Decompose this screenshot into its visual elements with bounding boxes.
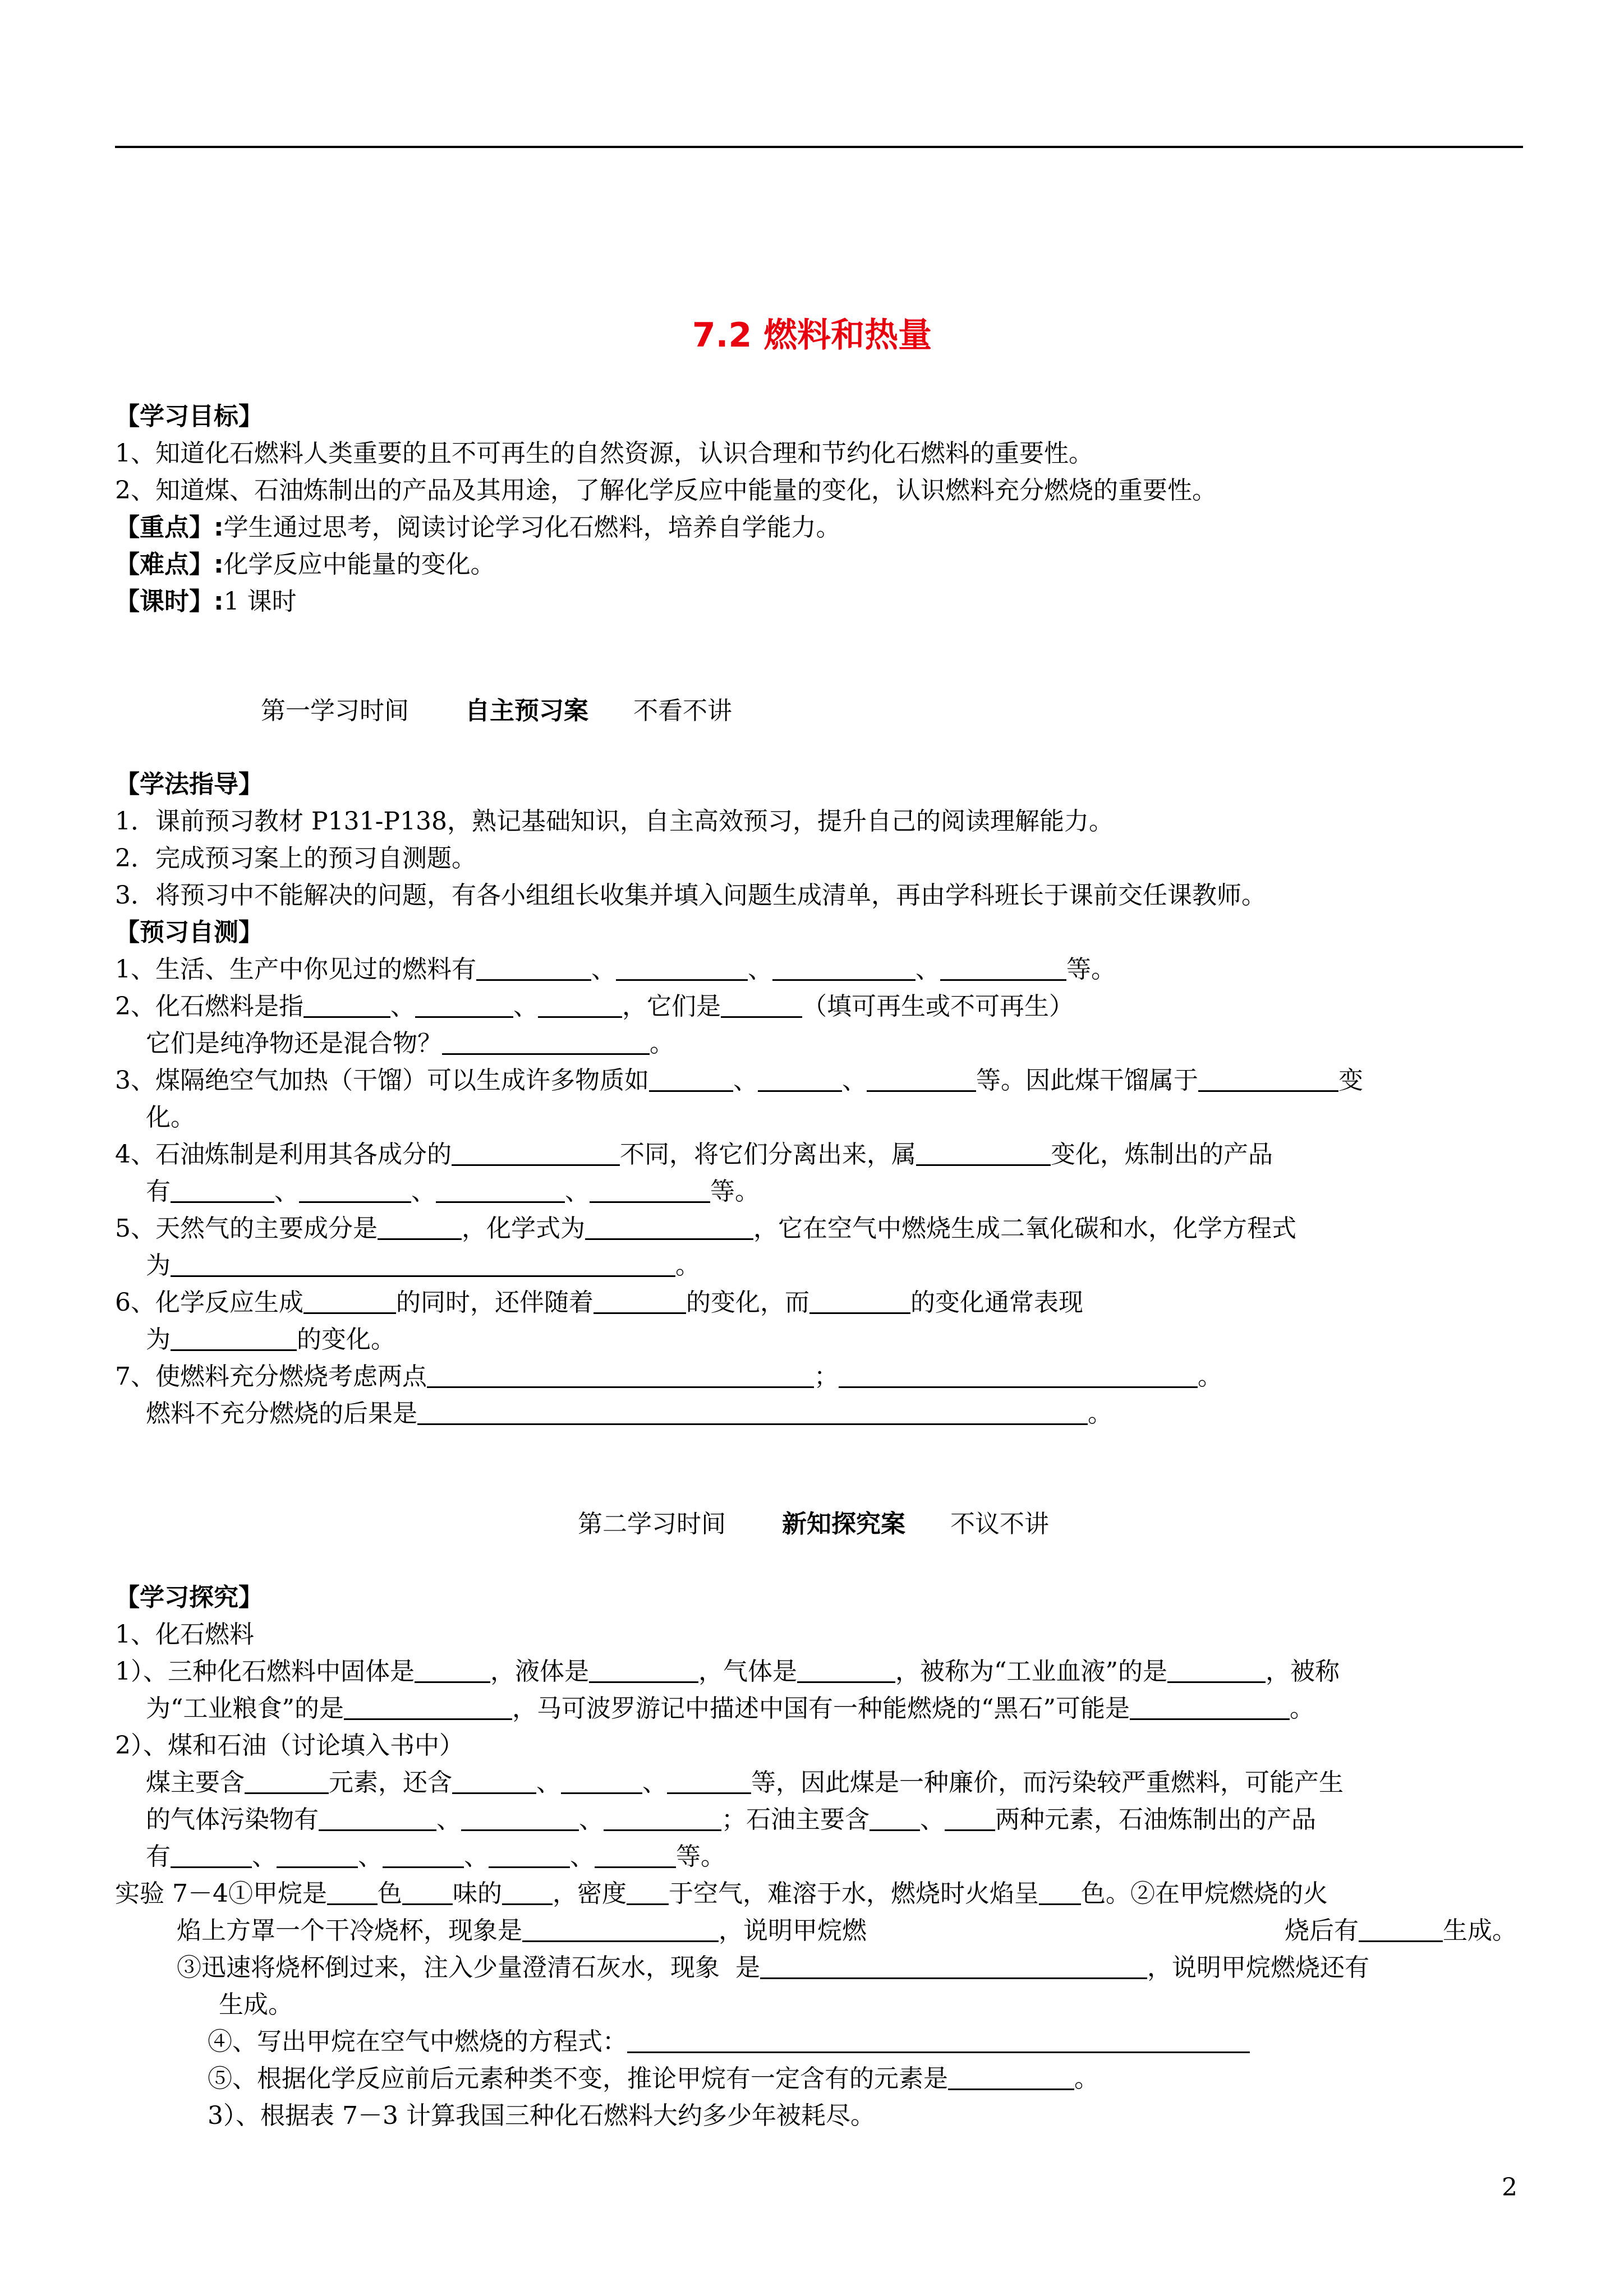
question-7-cont: 燃料不充分燃烧的后果是 。 — [146, 1395, 1112, 1432]
blank — [461, 1802, 579, 1831]
method-2: 2．完成预习案上的预习自测题。 — [115, 844, 476, 873]
section1-time: 第一学习时间 — [261, 697, 409, 725]
explore-p2-line2: 的气体污染物有 、 、 ；石油主要含 、 两种元素，石油炼制出的产品 — [146, 1801, 1316, 1838]
experiment-line2: 焰上方罩一个干冷烧杯，现象是 ，说明甲烷燃 — [177, 1912, 867, 1949]
blank — [594, 1285, 686, 1314]
blank — [627, 1877, 669, 1905]
hours-label: 【课时】: — [115, 587, 224, 616]
explore-sub1: 1、化石燃料 — [115, 1620, 254, 1649]
blank — [1167, 1654, 1266, 1683]
explore-p2-line3: 有 、 、 、 、 等。 — [146, 1838, 725, 1875]
selftest-heading: 【预习自测】 — [115, 918, 263, 947]
blank — [772, 952, 915, 981]
blank — [415, 989, 513, 1018]
hard-point — [115, 546, 495, 583]
blank — [502, 1877, 553, 1905]
blank — [476, 952, 591, 981]
blank — [758, 1063, 842, 1092]
question-5-cont: 为 。 — [146, 1247, 700, 1284]
explore-p2-line1: 煤主要含 元素，还含 、 、 等，因此煤是一种廉价，而污染较严重燃料，可能产生 — [146, 1764, 1344, 1801]
blank — [344, 1691, 512, 1720]
blank — [171, 1839, 252, 1868]
blank — [948, 2062, 1074, 2090]
blank — [538, 989, 622, 1018]
blank — [277, 1839, 358, 1868]
blank — [589, 1654, 698, 1683]
hard-label: 【难点】: — [115, 550, 224, 579]
blank — [303, 989, 390, 1018]
key-label: 【重点】: — [115, 513, 224, 542]
page-number: 2 — [1502, 2173, 1517, 2202]
blank — [721, 989, 802, 1018]
blank — [595, 1839, 676, 1868]
section2-name: 新知探究案 — [782, 1510, 905, 1538]
blank — [585, 1211, 753, 1240]
experiment-line3: ③迅速将烧杯倒过来，注入少量澄清石灰水，现象 是 ，说明甲烷燃烧还有 — [177, 1949, 1369, 1986]
question-2: 2、化石燃料是指 、 、 ，它们是 （填可再生或不可再生） — [115, 988, 1074, 1025]
blank — [869, 1802, 920, 1831]
blank — [916, 1137, 1051, 1166]
experiment-line2-right: 烧后有 生成。 — [1285, 1912, 1517, 1949]
objective-2: 2、知道煤、石油炼制出的产品及其用途，了解化学反应中能量的变化，认识燃料充分燃烧的重要性。 — [115, 476, 1217, 505]
blank — [627, 2025, 1250, 2053]
blank — [940, 952, 1066, 981]
hours-text: 1 课时 — [223, 587, 297, 616]
method-heading: 【学法指导】 — [115, 770, 263, 799]
objectives-heading: 【学习目标】 — [115, 402, 263, 431]
question-4-cont: 有 、 、 、 等。 — [146, 1173, 760, 1210]
question-6: 6、化学反应生成 的同时，还伴随着 的变化，而 的变化通常表现 — [115, 1284, 1083, 1321]
blank — [171, 1322, 297, 1351]
blank — [1130, 1691, 1290, 1720]
section2-time: 第二学习时间 — [578, 1510, 726, 1538]
explore-heading: 【学习探究】 — [115, 1583, 263, 1612]
blank — [839, 1359, 1198, 1388]
blank — [402, 1877, 453, 1905]
blank — [604, 1802, 721, 1831]
blank — [303, 1285, 396, 1314]
blank — [667, 1765, 751, 1794]
blank — [1198, 1063, 1338, 1092]
blank — [590, 1174, 710, 1203]
question-3-cont: 化。 — [146, 1103, 195, 1132]
key-text: 学生通过思考，阅读讨论学习化石燃料，培养自学能力。 — [223, 513, 841, 542]
blank — [797, 1654, 895, 1683]
blank — [442, 1026, 650, 1055]
experiment-line4: 生成。 — [219, 1990, 293, 2019]
experiment-line7: 3）、根据表 7－3 计算我国三种化石燃料大约多少年被耗尽。 — [208, 2101, 875, 2130]
blank — [319, 1802, 436, 1831]
blank — [452, 1765, 536, 1794]
blank — [522, 1914, 719, 1942]
blank — [867, 1063, 976, 1092]
section1-name: 自主预习案 — [465, 697, 588, 725]
question-5: 5、天然气的主要成分是 ，化学式为 ，它在空气中燃烧生成二氧化碳和水，化学方程式 — [115, 1210, 1296, 1247]
question-6-cont: 为 的变化。 — [146, 1321, 395, 1358]
header-rule — [115, 146, 1523, 148]
explore-p1: 1）、三种化石燃料中固体是 ，液体是 ，气体是 ，被称为“工业血液”的是 ，被称 — [115, 1653, 1340, 1690]
method-1: 1．课前预习教材 P131-P138，熟记基础知识，自主高效预习，提升自己的阅读理解能力。 — [115, 807, 1114, 836]
blank — [649, 1063, 733, 1092]
blank — [245, 1765, 329, 1794]
blank — [171, 1174, 274, 1203]
experiment-line6: ⑤、根据化学反应前后元素种类不变，推论甲烷有一定含有的元素是 。 — [208, 2060, 1099, 2097]
blank — [945, 1802, 995, 1831]
method-3: 3．将预习中不能解决的问题，有各小组组长收集并填入问题生成清单，再由学科班长于课前交任课教师。 — [115, 881, 1266, 910]
blank — [171, 1248, 675, 1277]
question-2-cont: 它们是纯净物还是混合物？ 。 — [146, 1025, 674, 1062]
blank — [809, 1285, 910, 1314]
question-4: 4、石油炼制是利用其各成分的 不同，将它们分离出来，属 变化，炼制出的产品 — [115, 1136, 1273, 1173]
page-title: 7.2 燃料和热量 — [692, 316, 932, 355]
blank — [299, 1174, 411, 1203]
blank — [383, 1839, 464, 1868]
section2-rule: 不议不讲 — [950, 1510, 1049, 1538]
blank — [415, 1654, 490, 1683]
explore-p2: 2）、煤和石油（讨论填入书中） — [115, 1731, 464, 1760]
blank — [452, 1137, 620, 1166]
experiment-line5: ④、写出甲烷在空气中燃烧的方程式： — [208, 2023, 1250, 2060]
blank — [616, 952, 748, 981]
blank — [327, 1877, 378, 1905]
key-point — [115, 509, 841, 546]
objective-1: 1、知道化石燃料人类重要的且不可再生的自然资源，认识合理和节约化石燃料的重要性。 — [115, 439, 1093, 468]
blank — [427, 1359, 814, 1388]
experiment-line1: 实验 7－4①甲烷是 色 味的 ，密度 于空气，难溶于水，燃烧时火焰呈 色。②在甲烷燃烧的火 — [115, 1875, 1328, 1912]
blank — [1039, 1877, 1081, 1905]
blank — [1359, 1914, 1443, 1942]
hard-text: 化学反应中能量的变化。 — [223, 550, 495, 579]
section2-header — [578, 1506, 1049, 1543]
blank — [760, 1951, 1147, 1979]
blank — [417, 1396, 1088, 1425]
question-3: 3、煤隔绝空气加热（干馏）可以生成许多物质如 、 、 等。因此煤干馏属于 变 — [115, 1062, 1363, 1099]
explore-p1-cont: 为“工业粮食”的是 ，马可波罗游记中描述中国有一种能燃烧的“黑石”可能是 。 — [146, 1690, 1314, 1727]
blank — [378, 1211, 462, 1240]
class-hours — [115, 583, 297, 620]
question-7: 7、使燃料充分燃烧考虑两点 ； 。 — [115, 1358, 1222, 1395]
section1-header — [261, 693, 732, 730]
blank — [436, 1174, 565, 1203]
question-1: 1、生活、生产中你见过的燃料有 、 、 、 等。 — [115, 951, 1116, 988]
blank — [489, 1839, 570, 1868]
blank — [561, 1765, 642, 1794]
section1-rule: 不看不讲 — [633, 697, 732, 725]
